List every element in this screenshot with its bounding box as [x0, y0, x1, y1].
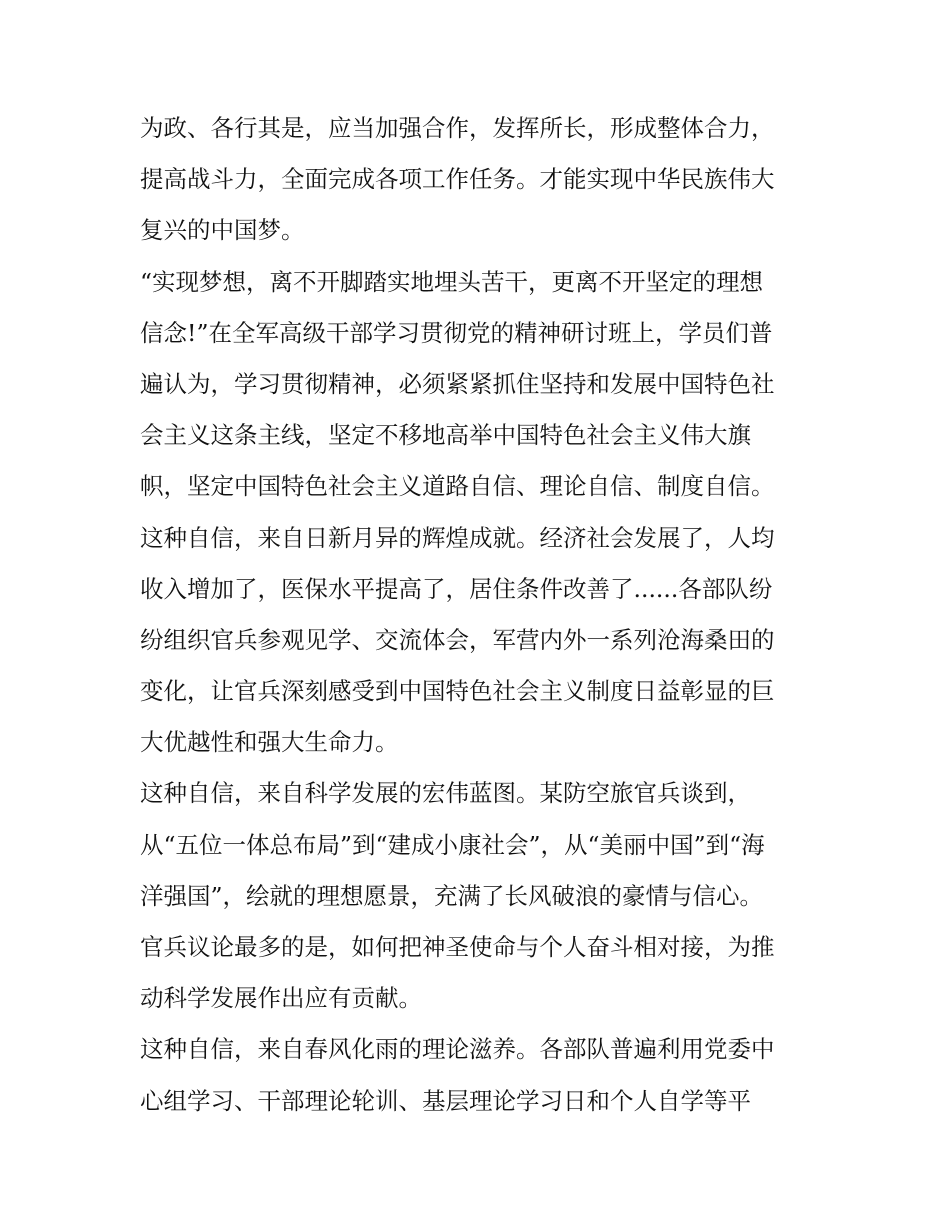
text-line: 动科学发展作出应有贡献。	[140, 984, 422, 1013]
text-line: 信念!”在全军高级干部学习贯彻党的精神研讨班上，学员们普	[140, 318, 773, 347]
text-line: 遍认为，学习贯彻精神，必须紧紧抓住坚持和发展中国特色社	[140, 369, 775, 398]
text-line: 心组学习、干部理论轮训、基层理论学习日和个人自学等平	[140, 1086, 751, 1115]
text-line: 官兵议论最多的是，如何把神圣使命与个人奋斗相对接，为推	[140, 933, 775, 961]
document-body	[140, 103, 820, 1127]
text-line: 会主义这条主线，坚定不移地高举中国特色社会主义伟大旗	[140, 421, 751, 450]
text-line: 纷组织官兵参观见学、交流体会，军营内外一系列沧海桑田的	[140, 625, 775, 654]
text-line: 这种自信，来自日新月异的辉煌成就。经济社会发展了，人均	[140, 523, 775, 552]
text-line: 洋强国”，绘就的理想愿景，充满了长风破浪的豪情与信心。	[140, 881, 764, 910]
text-line: 这种自信，来自科学发展的宏伟蓝图。某防空旅官兵谈到，	[140, 779, 751, 808]
text-line: 这种自信，来自春风化雨的理论滋养。各部队普遍利用党委中	[140, 1035, 775, 1064]
text-line: 提高战斗力，全面完成各项工作任务。才能实现中华民族伟大	[140, 165, 775, 194]
text-line: 为政、各行其是，应当加强合作，发挥所长，形成整体合力，	[140, 114, 775, 142]
text-line: “实现梦想，离不开脚踏实地埋头苦干，更离不开坚定的理想	[140, 267, 764, 296]
text-line: 收入增加了，医保水平提高了，居住条件改善了......各部队纷	[140, 574, 773, 603]
text-line: 大优越性和强大生命力。	[140, 728, 399, 757]
text-line: 变化，让官兵深刻感受到中国特色社会主义制度日益彰显的巨	[140, 677, 775, 706]
text-line: 从“五位一体总布局”到“建成小康社会”，从“美丽中国”到“海	[140, 830, 765, 859]
text-line: 复兴的中国梦。	[140, 216, 305, 245]
text-line: 帜，坚定中国特色社会主义道路自信、理论自信、制度自信。	[140, 472, 775, 501]
